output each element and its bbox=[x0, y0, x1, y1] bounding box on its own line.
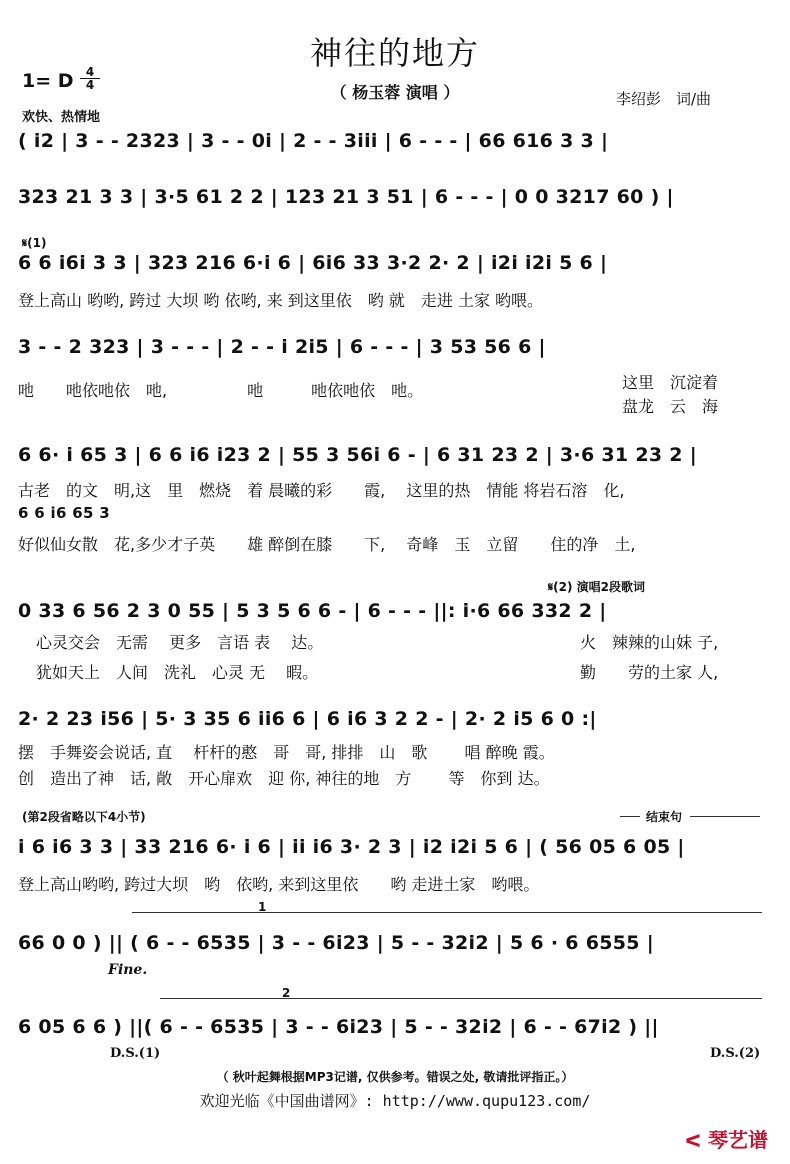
lyric-line: 登上高山 哟哟, 跨过 大坝 哟 依哟, 来 到这里依 哟 就 走进 土家 哟喂。 bbox=[18, 291, 544, 310]
notation-line: i 6 i6 3 3 | 33 216 6· i 6 | ii i6 3· 2 3 | i2 i2i 5 6 | ( 56 05 6 05 | bbox=[18, 836, 685, 858]
lyric-line: 登上高山哟哟, 跨过大坝 哟 依哟, 来到这里依 哟 走进土家 哟喂。 bbox=[18, 875, 540, 894]
volta-bracket bbox=[132, 912, 762, 913]
notation-line: 6 05 6 6 ) ||( 6 - - 6535 | 3 - - 6i23 | 5 - - 32i2 | 6 - - 67i2 ) || bbox=[18, 1016, 659, 1038]
fine-mark: Fine. bbox=[108, 962, 148, 978]
notation-line: 66 0 0 ) || ( 6 - - 6535 | 3 - - 6i23 | 5 - - 32i2 | 5 6 · 6 6555 | bbox=[18, 932, 654, 954]
notation-line: 2· 2 23 i56 | 5· 3 35 6 ii6 6 | 6 i6 3 2 2 - | 2· 2 i5 6 0 :| bbox=[18, 708, 597, 730]
tempo-marking: 欢快、热情地 bbox=[22, 110, 101, 125]
segno-1-mark: 𝄋(1) bbox=[22, 236, 47, 250]
notation-line: 323 21 3 3 | 3·5 61 2 2 | 123 21 3 51 | 6 - - - | 0 0 3217 60 ) | bbox=[18, 186, 674, 208]
lyric-line: 好似仙女散 花,多少才子英 雄 醉倒在膝 下, 奇峰 玉 立留 住的净 土, bbox=[18, 535, 636, 554]
lyric-line: 心灵交会 无需 更多 言语 表 达。 bbox=[36, 633, 324, 652]
singer-credit: （ 杨玉蓉 演唱 ） bbox=[330, 83, 460, 102]
lyric-line: 创 造出了神 话, 敞 开心扉欢 迎 你, 神往的地 方 等 你到 达。 bbox=[18, 769, 550, 788]
end-phrase-label: 结束句 bbox=[646, 810, 683, 824]
volta-bracket bbox=[160, 998, 762, 999]
site-logo bbox=[685, 1124, 768, 1153]
end-phrase-line bbox=[620, 816, 640, 817]
end-phrase-line bbox=[690, 816, 760, 817]
segno-2-mark: 𝄋(2) 演唱2段歌词 bbox=[548, 580, 646, 594]
notation-line: 3 - - 2 323 | 3 - - - | 2 - - i 2i5 | 6 - - - | 3 53 56 6 | bbox=[18, 336, 546, 358]
logo-icon: ᐸ bbox=[685, 1131, 702, 1152]
logo-text: 琴艺谱 bbox=[708, 1128, 768, 1152]
lyric-line: 勤 劳的土家 人, bbox=[580, 663, 719, 682]
time-signature: $\frac{4}{4}$ bbox=[80, 66, 100, 91]
lyric-line: 火 辣辣的山妹 子, bbox=[580, 633, 719, 652]
ds2-mark: D.S.(2) bbox=[710, 1046, 761, 1061]
lyric-line: 这里 沉淀着 bbox=[622, 373, 719, 392]
volta-number: 1 bbox=[258, 900, 267, 914]
author-credit: 李绍彭 词/曲 bbox=[616, 90, 712, 108]
lyric-line: 吔 吔依吔依 吔, 吔 吔依吔依 吔。 bbox=[18, 381, 424, 400]
notation-line: 6 6 i6 65 3 bbox=[18, 504, 110, 522]
notation-line: 0 33 6 56 2 3 0 55 | 5 3 5 6 6 - | 6 - - - ||: i·6 66 332 2 | bbox=[18, 600, 607, 622]
section-note: (第2段省略以下4小节) bbox=[22, 810, 146, 824]
notation-line: 6 6· i 65 3 | 6 6 i6 i23 2 | 55 3 56i 6 - | 6 31 23 2 | 3·6 31 23 2 | bbox=[18, 444, 697, 466]
notation-line: ( i2 | 3 - - 2323 | 3 - - 0i | 2 - - 3iii | 6 - - - | 66 616 3 3 | bbox=[18, 130, 609, 152]
key-signature: 1= D bbox=[22, 70, 74, 92]
notation-line: 6 6 i6i 3 3 | 323 216 6·i 6 | 6i6 33 3·2 2· 2 | i2i i2i 5 6 | bbox=[18, 252, 608, 274]
site-credit: 欢迎光临《中国曲谱网》: http://www.qupu123.com/ bbox=[199, 1092, 591, 1110]
lyric-line: 盘龙 云 海 bbox=[622, 397, 719, 416]
lyric-line: 摆 手舞姿会说话, 直 杆杆的憨 哥 哥, 排排 山 歌 唱 醉晚 霞。 bbox=[18, 743, 555, 762]
ds1-mark: D.S.(1) bbox=[110, 1046, 161, 1061]
lyric-line: 古老 的文 明,这 里 燃烧 着 晨曦的彩 霞, 这里的热 情能 将岩石溶 化, bbox=[18, 481, 625, 500]
volta-number: 2 bbox=[282, 986, 291, 1000]
transcriber-note: （ 秋叶起舞根据MP3记谱, 仅供参考。错误之处, 敬请批评指正。） bbox=[216, 1070, 574, 1084]
page-title: 神往的地方 bbox=[309, 34, 480, 72]
lyric-line: 犹如天上 人间 洗礼 心灵 无 暇。 bbox=[36, 663, 319, 682]
